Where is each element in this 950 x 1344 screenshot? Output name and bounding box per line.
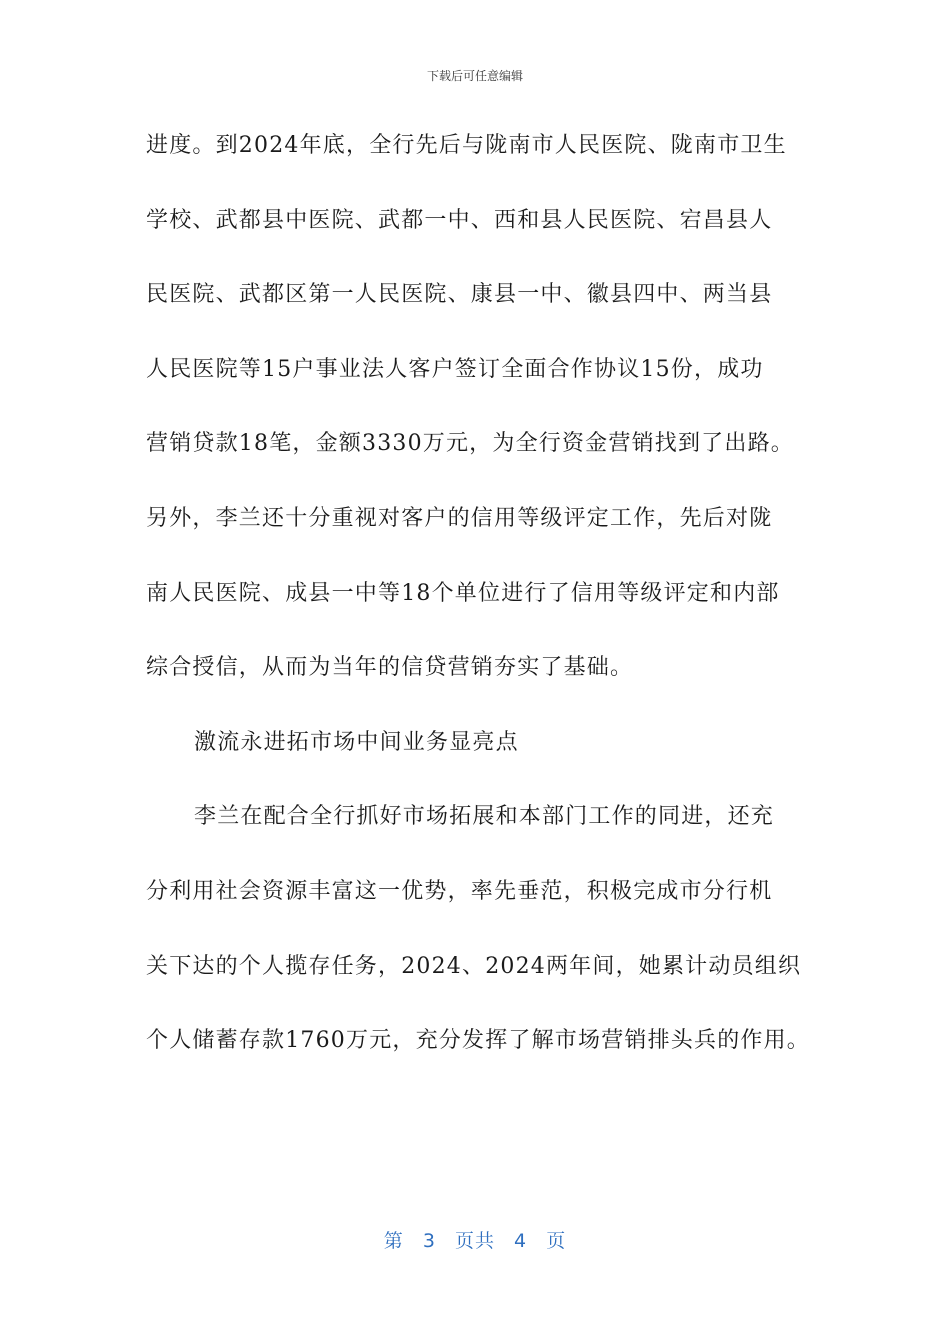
paragraph-line: 人民医院等15户事业法人客户签订全面合作协议15份，成功 [146, 356, 764, 382]
page-footer [0, 1226, 950, 1253]
footer-total-pages: 4 [514, 1230, 528, 1252]
paragraph-line: 分利用社会资源丰富这一优势，率先垂范，积极完成市分行机 [146, 878, 773, 904]
paragraph-line: 进度。到2024年底，全行先后与陇南市人民医院、陇南市卫生 [146, 133, 787, 158]
paragraph-line: 综合授信，从而为当年的信贷营销夯实了基础。 [146, 655, 634, 681]
footer-prefix: 第 [383, 1230, 404, 1252]
paragraph-line: 李兰在配合全行抓好市场拓展和本部门工作的同进，还充 [194, 804, 775, 830]
paragraph-line: 关下达的个人揽存任务，2024、2024两年间，她累计动员组织 [146, 953, 802, 979]
paragraph-line: 南人民医院、成县一中等18个单位进行了信用等级评定和内部 [146, 580, 780, 606]
paragraph-line: 学校、武都县中医院、武都一中、西和县人民医院、宕昌县人 [146, 207, 773, 233]
footer-suffix: 页 [546, 1230, 567, 1252]
footer-page-number: 3 [422, 1230, 436, 1252]
paragraph-line: 另外，李兰还十分重视对客户的信用等级评定工作，先后对陇 [146, 505, 773, 531]
paragraph-line: 个人储蓄存款1760万元，充分发挥了解市场营销排头兵的作用。 [146, 1028, 810, 1054]
document-body [146, 117, 826, 1087]
page-header: 下载后可任意编辑 [426, 69, 523, 83]
paragraph-line: 民医院、武都区第一人民医院、康县一中、徽县四中、两当县 [146, 282, 773, 308]
paragraph-line: 营销贷款18笔，金额3330万元，为全行资金营销找到了出路。 [146, 431, 794, 457]
section-heading: 激流永进拓市场中间业务显亮点 [194, 729, 519, 755]
footer-middle: 页共 [454, 1230, 495, 1252]
